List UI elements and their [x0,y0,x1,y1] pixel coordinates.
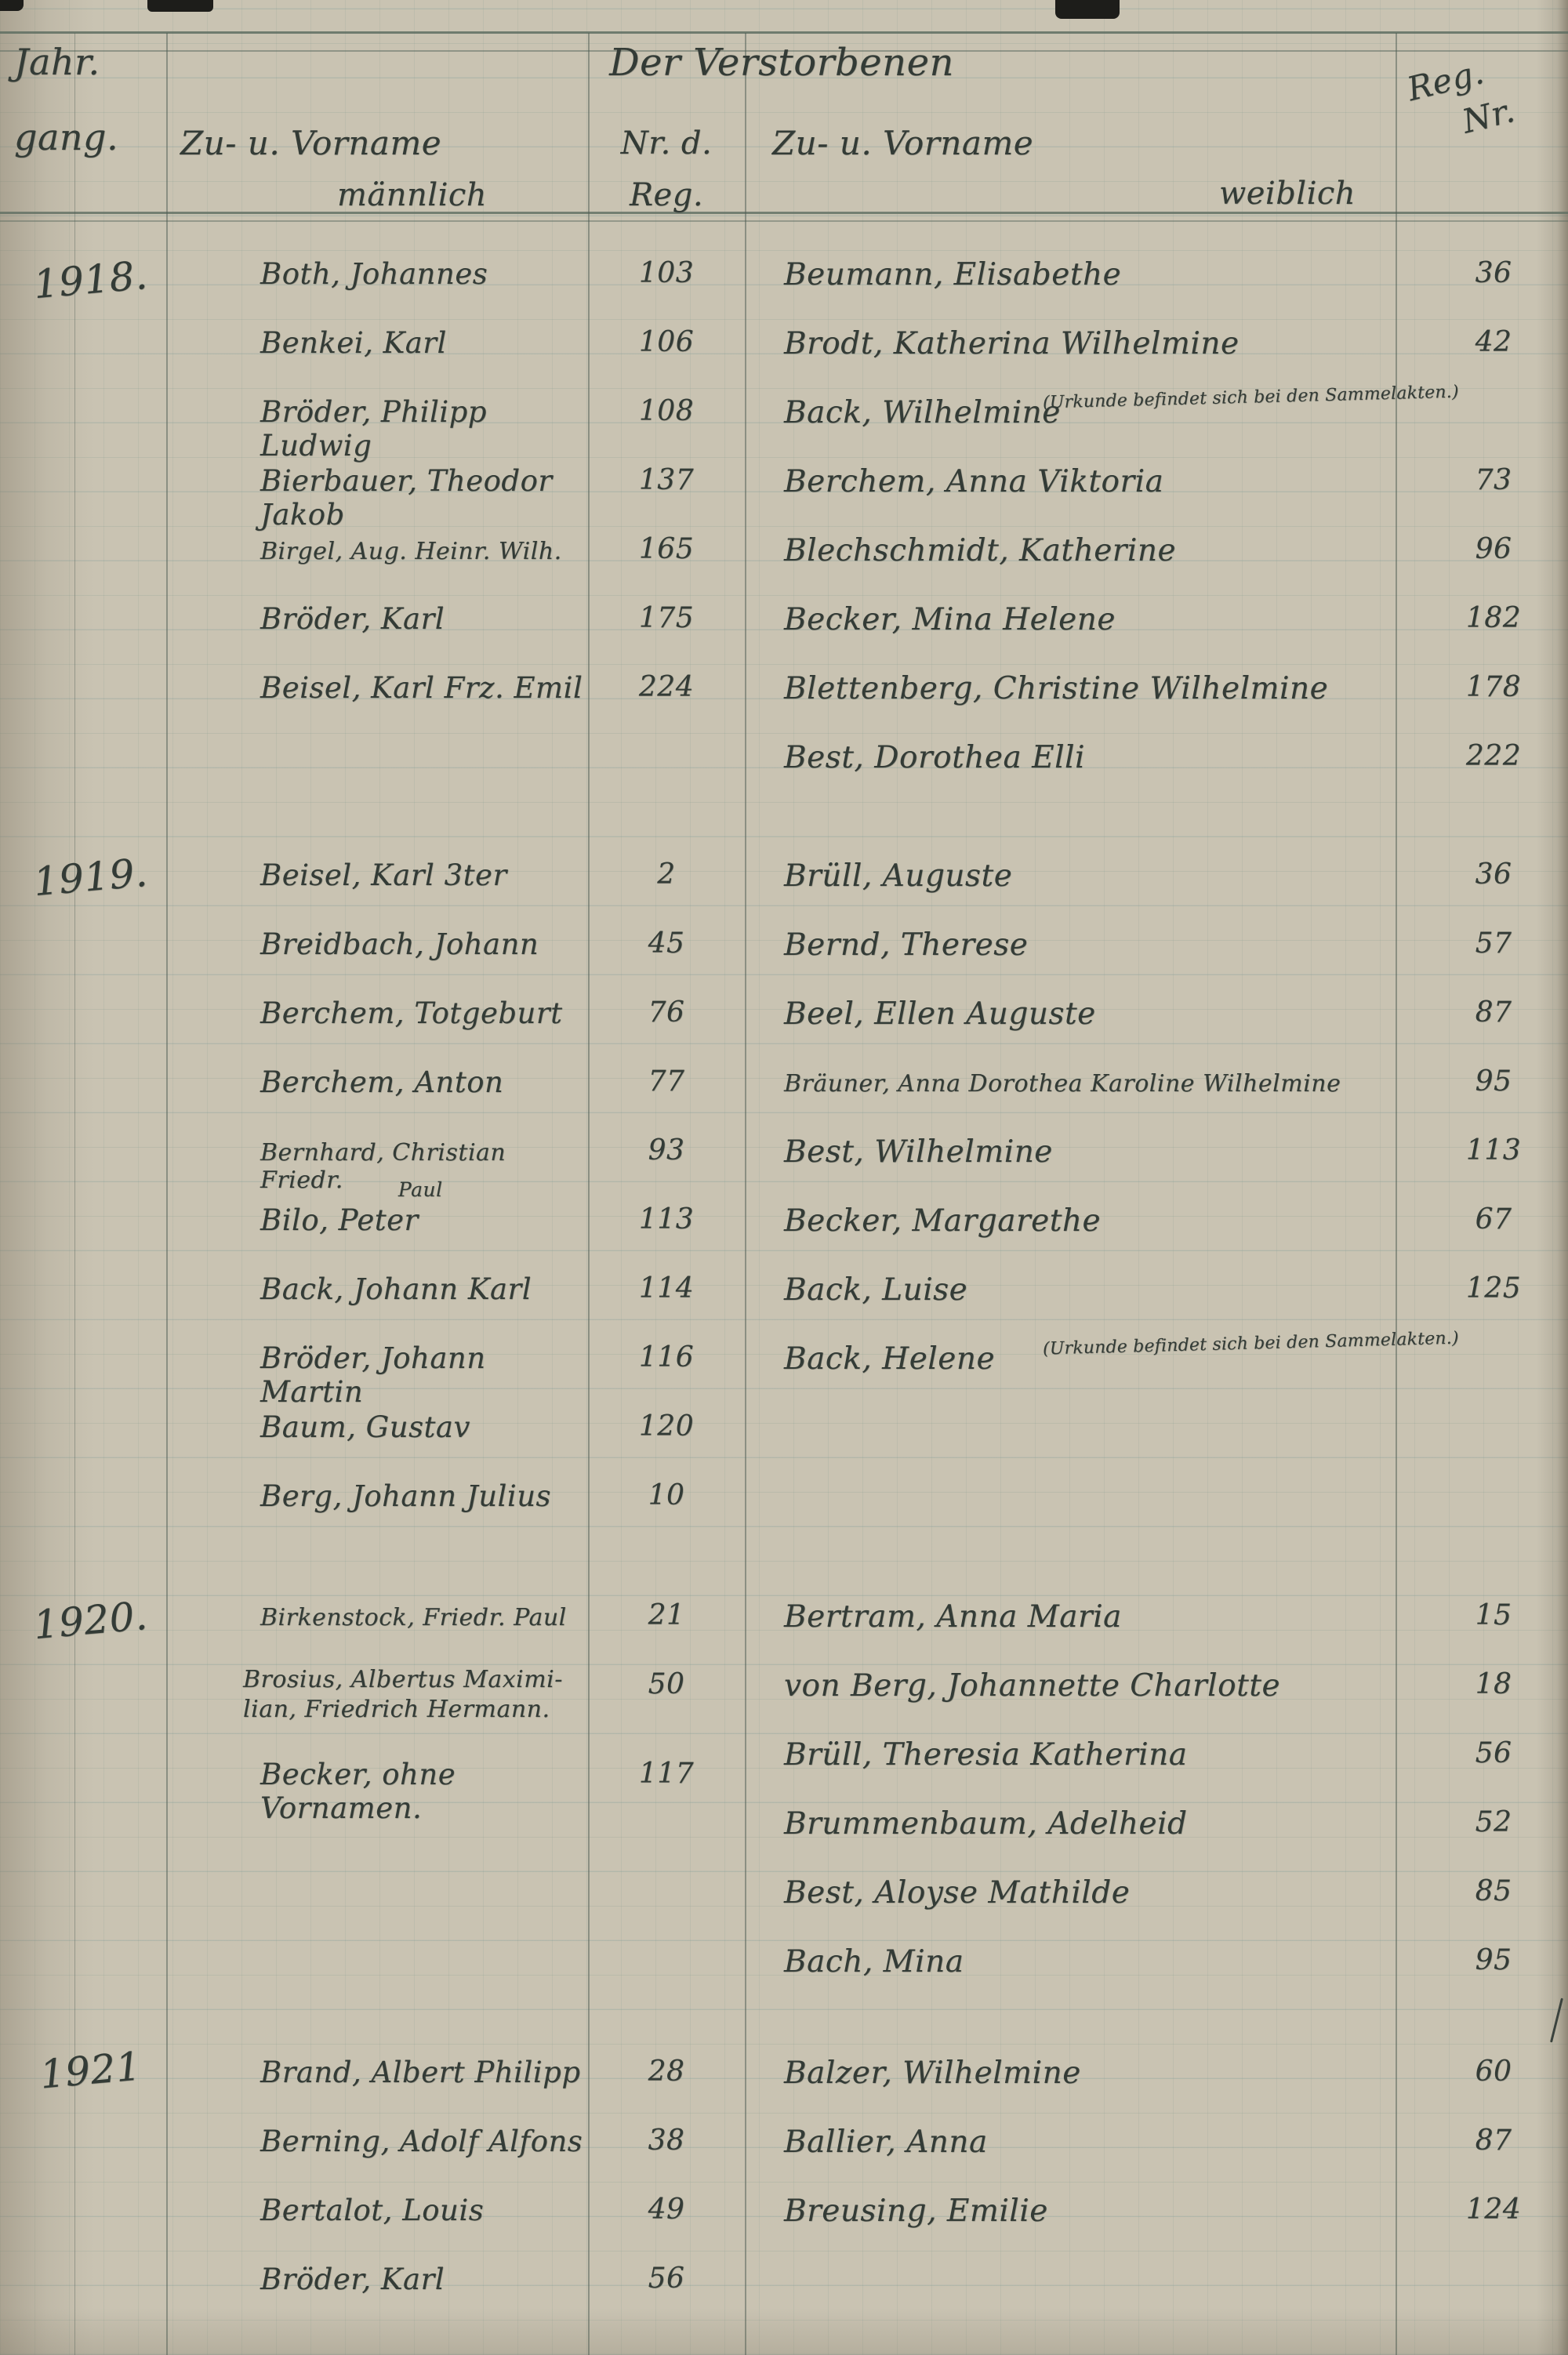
register-row [166,1178,745,1265]
deceased-name-text: Bilo, Peter [260,1203,419,1237]
header-reg-nr-line1: Reg. [1403,52,1488,109]
deceased-name [166,1127,588,1194]
deceased-name [745,1867,1427,1910]
deceased-name-text: Brummenbaum, Adelheid [784,1806,1188,1842]
female-entries-1919 [745,851,1560,1402]
register-number: 49 [648,2194,685,2226]
header-bottom-rule [0,220,1568,222]
deceased-name-text: Back, Luise [784,1272,968,1308]
archival-note: (Urkunde befindet sich bei den Sammelakten.) [1042,382,1460,413]
deceased-name-text: Birkenstock, Friedr. Paul [260,1604,567,1631]
deceased-name-text: Beel, Ellen Auguste [784,996,1096,1032]
register-number: 93 [648,1134,685,1167]
register-row [166,1058,745,1127]
register-number: 2 [657,858,676,891]
register-row [166,1127,745,1196]
scan-edge-mark [1055,0,1120,19]
deceased-name [745,1798,1427,1842]
register-row [166,989,745,1058]
header-female-sub: weiblich [1219,176,1356,212]
deceased-name-text: Bröder, Johann Martin [260,1341,486,1409]
deceased-name-text: Bernd, Therese [784,927,1029,963]
deceased-name-text: Ballier, Anna [784,2125,988,2160]
deceased-name [745,1591,1427,1635]
register-number: 56 [648,2262,685,2295]
header-jahrgang-line2: gang. [14,116,119,158]
deceased-name [166,1058,588,1099]
register-number: 106 [638,326,695,358]
register-number: 21 [648,1599,685,1631]
deceased-name [166,1402,588,1444]
register-number: 28 [648,2056,685,2088]
deceased-name [745,1936,1427,1979]
register-number: 124 [1465,2194,1522,2226]
deceased-name-line2: lian, Friedrich Hermann. [243,1695,550,1723]
deceased-name [166,2117,588,2158]
register-row [745,2186,1560,2255]
register-row [745,920,1560,989]
deceased-name [166,2186,588,2227]
register-number: 52 [1475,1806,1512,1838]
archival-note: (Urkunde befindet sich bei den Sammelakten.) [1042,1328,1460,1359]
register-number: 113 [1465,1134,1522,1167]
register-row [166,2117,745,2186]
register-number: 125 [1465,1272,1522,1305]
register-row [166,663,745,732]
register-number: 114 [638,1272,695,1305]
female-entries-1921 [745,2048,1560,2255]
header-jahrgang-line1: Jahr. [14,41,100,83]
deceased-name [166,920,588,961]
deceased-name [745,1328,1460,1377]
male-entries-1921 [166,2048,745,2324]
deceased-name [166,1265,588,1306]
register-row [166,920,745,989]
header-reg-nr-line2: Nr. [1457,90,1519,141]
register-row [166,1750,745,1825]
deceased-name [745,732,1427,775]
header-nr-d: Nr. d. [620,125,713,161]
top-rule-line [0,31,1568,34]
deceased-name [166,1471,588,1513]
deceased-name-text: Balzer, Wilhelmine [784,2056,1081,2091]
register-row [745,1591,1560,1660]
register-number: 165 [638,533,695,565]
register-number: 224 [638,671,695,703]
register-number: 57 [1475,927,1512,960]
register-row [745,1798,1560,1867]
register-row [166,2186,745,2255]
deceased-name [745,989,1427,1032]
deceased-name [166,387,588,463]
header-bottom-rule [0,212,1568,214]
register-number: 77 [648,1065,685,1098]
register-row [166,1265,745,1334]
deceased-name-text: Bertalot, Louis [260,2194,485,2227]
male-entries-1920 [166,1591,745,1825]
header-reg: Reg. [629,177,704,213]
register-row [745,1660,1560,1729]
deceased-name-text: Blechschmidt, Katherine [784,533,1177,568]
register-number: 182 [1465,602,1522,634]
register-row [166,1471,745,1540]
deceased-name-text: Birgel, Aug. Heinr. Wilh. [260,538,562,565]
deceased-name [166,663,588,705]
deceased-name [745,920,1427,963]
register-number: 116 [638,1341,695,1373]
deceased-name-text: Bräuner, Anna Dorothea Karoline Wilhelmine [784,1070,1341,1098]
inserted-name: Paul [397,1178,443,1201]
deceased-name [166,594,588,636]
register-number: 108 [638,395,695,427]
register-row [745,1196,1560,1265]
deceased-name [745,382,1460,430]
deceased-name-text: Bach, Mina [784,1944,964,1979]
margin-line [74,33,75,2355]
deceased-name [745,249,1427,292]
register-number: 15 [1475,1599,1512,1631]
deceased-name-text: Bernhard, Christian Friedr. [260,1139,506,1194]
register-row [745,663,1560,732]
register-row [745,1729,1560,1798]
deceased-name [166,1660,588,1724]
deceased-name [745,1729,1427,1773]
male-entries-1919 [166,851,745,1540]
register-row [745,2117,1560,2186]
deceased-name [166,2255,588,2296]
register-number: 113 [638,1203,695,1236]
register-number: 36 [1475,257,1512,289]
register-row [745,732,1560,801]
deceased-name [745,525,1427,568]
register-row [745,1127,1560,1196]
register-row [166,525,745,594]
female-entries-1918 [745,249,1560,801]
deceased-name-text: Best, Aloyse Mathilde [784,1875,1131,1910]
register-row [745,1867,1560,1936]
register-row [745,1936,1560,2005]
deceased-name-text: Bertram, Anna Maria [784,1599,1122,1635]
deceased-name-text: Best, Wilhelmine [784,1134,1053,1170]
deceased-name [745,594,1427,637]
register-row [745,249,1560,318]
header-der-verstorbenen: Der Verstorbenen [609,41,954,85]
deceased-name [745,318,1427,361]
deceased-name-text: Berchem, Anton [260,1065,504,1099]
register-number: 103 [638,257,695,289]
register-number: 95 [1475,1065,1512,1098]
register-row [166,2255,745,2324]
deceased-name-text: Berg, Johann Julius [260,1479,552,1513]
deceased-name-text: Bröder, Karl [260,2262,445,2296]
register-number: 76 [648,996,685,1029]
deceased-name [166,525,588,565]
register-number: 73 [1475,464,1512,496]
deceased-name-text: Berning, Adolf Alfons [260,2125,583,2158]
deceased-name-text: von Berg, Johannette Charlotte [784,1668,1281,1704]
deceased-name-text: Blettenberg, Christine Wilhelmine [784,671,1329,706]
register-row [166,594,745,663]
scan-edge-mark [147,0,213,12]
register-number: 67 [1475,1203,1512,1236]
deceased-name-text: Back, Wilhelmine [784,395,1061,430]
scan-edge-mark [0,0,24,11]
register-number: 87 [1475,2125,1512,2157]
deceased-name-text: Best, Dorothea Elli [784,740,1085,775]
register-number: 36 [1475,858,1512,891]
deceased-name-text: Beisel, Karl Frz. Emil [260,671,583,705]
register-number: 137 [638,464,695,496]
deceased-name [745,1127,1427,1170]
register-row [745,2048,1560,2117]
deceased-name [166,1591,588,1631]
register-row [166,1660,745,1750]
deceased-name [166,1334,588,1409]
deceased-name [166,851,588,892]
register-number: 10 [648,1479,685,1511]
register-number: 45 [648,927,685,960]
register-number: 117 [638,1758,695,1790]
header-female-name: Zu- u. Vorname [772,124,1034,162]
year-label-1921: 1921 [38,2043,143,2098]
deceased-name [166,318,588,360]
deceased-name [745,2048,1427,2091]
register-row [745,1328,1560,1402]
register-row [745,318,1560,387]
deceased-name [745,1058,1427,1098]
male-entries-1918 [166,249,745,732]
register-row [166,249,745,318]
deceased-name-text: Breusing, Emilie [784,2194,1048,2229]
deceased-name-text: Benkei, Karl [260,326,447,360]
register-number: 60 [1475,2056,1512,2088]
register-row [745,382,1560,456]
register-row [166,387,745,463]
deceased-name-text: Bröder, Philipp Ludwig [260,395,487,463]
deceased-name-text: Brüll, Auguste [784,858,1013,894]
deceased-name-text: Brüll, Theresia Katherina [784,1737,1188,1773]
deceased-name-text: Bröder, Karl [260,602,445,636]
register-row [745,1265,1560,1334]
deceased-name-text: Beumann, Elisabethe [784,257,1122,292]
deceased-name-text: Both, Johannes [260,257,488,291]
deceased-name [166,249,588,291]
female-entries-1920 [745,1591,1560,2005]
deceased-name-text: Brosius, Albertus Maximi- [243,1666,563,1693]
deceased-name-text: Brodt, Katherina Wilhelmine [784,326,1240,361]
deceased-name-text: Becker, ohne Vornamen. [260,1758,456,1825]
deceased-name-text: Berchem, Anna Viktoria [784,464,1164,499]
register-number: 178 [1465,671,1522,703]
register-number: 38 [648,2125,685,2157]
register-number: 85 [1475,1875,1512,1907]
deceased-name-text: Bierbauer, Theodor Jakob [260,464,553,532]
deceased-name [166,989,588,1030]
deceased-name-text: Baum, Gustav [260,1410,470,1444]
register-row [745,456,1560,525]
register-row [166,2048,745,2117]
deceased-name [745,456,1427,499]
register-number: 56 [1475,1737,1512,1769]
deceased-name [745,663,1427,706]
register-row [745,851,1560,920]
register-row [166,851,745,920]
register-number: 175 [638,602,695,634]
register-row [166,456,745,532]
deceased-name [166,1750,588,1825]
register-number: 120 [638,1410,695,1442]
deceased-name [745,1660,1427,1704]
register-number: 222 [1465,740,1522,772]
deceased-name [745,1196,1427,1239]
deceased-name-text: Back, Johann Karl [260,1272,532,1306]
deceased-name [166,1178,588,1237]
deceased-name-text: Becker, Mina Helene [784,602,1116,637]
year-label-1919: 1919. [31,849,150,905]
register-row [166,318,745,387]
deceased-name-text: Becker, Margarethe [784,1203,1102,1239]
register-number: 96 [1475,533,1512,565]
header-male-sub: männlich [337,177,488,213]
deceased-name [745,2186,1427,2229]
deceased-name [745,851,1427,894]
register-row [166,1402,745,1471]
year-label-1918: 1918. [31,252,150,308]
deceased-name-text: Breidbach, Johann [260,927,539,961]
deceased-name-text: Back, Helene [784,1341,996,1377]
register-number: 95 [1475,1944,1512,1976]
register-row [745,594,1560,663]
deceased-name-text: Brand, Albert Philipp [260,2056,581,2089]
deceased-name [745,2117,1427,2160]
deceased-name [166,456,588,532]
register-number: 42 [1475,326,1512,358]
header-male-name: Zu- u. Vorname [180,124,442,162]
deceased-name-text: Berchem, Totgeburt [260,996,563,1030]
register-number: 18 [1475,1668,1512,1700]
year-label-1920: 1920. [31,1592,150,1649]
deceased-name [166,2048,588,2089]
register-number: 87 [1475,996,1512,1029]
register-number: 50 [648,1668,685,1700]
register-row [166,1334,745,1409]
register-row [745,1058,1560,1127]
register-row [166,1591,745,1660]
deceased-name [745,1265,1427,1308]
deceased-name-text: Beisel, Karl 3ter [260,858,507,892]
register-row [745,525,1560,594]
register-row [745,989,1560,1058]
